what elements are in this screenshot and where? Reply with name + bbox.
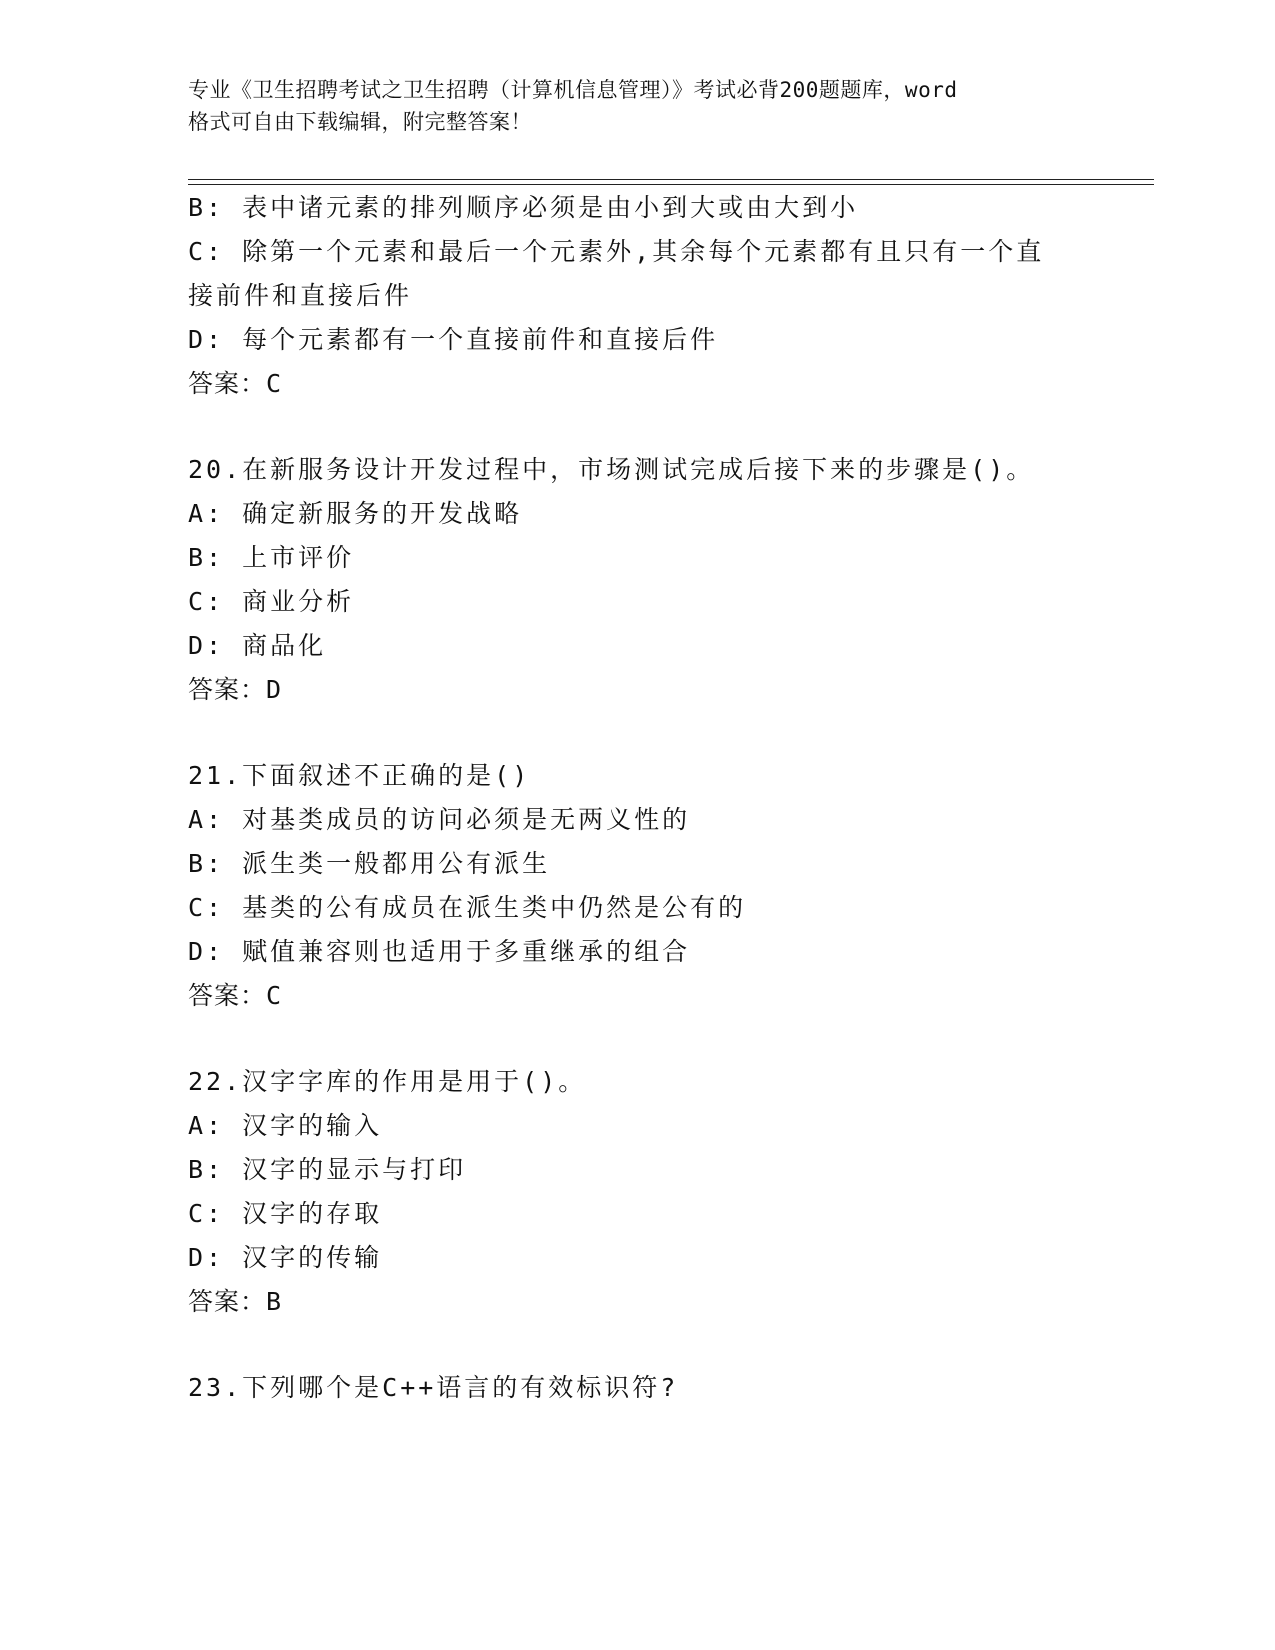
q19-answer: 答案：C — [188, 369, 283, 398]
q19-option-c-line-1: C: 除第一个元素和最后一个元素外,其余每个元素都有且只有一个直 — [188, 237, 1045, 266]
q21-question: 21.下面叙述不正确的是() — [188, 761, 531, 790]
q20-option-a: A: 确定新服务的开发战略 — [188, 499, 523, 528]
q22-question: 22.汉字字库的作用是用于()。 — [188, 1067, 587, 1096]
q20-option-d: D: 商品化 — [188, 631, 327, 660]
q21-option-c: C: 基类的公有成员在派生类中仍然是公有的 — [188, 893, 747, 922]
header-title-line-1: 专业《卫生招聘考试之卫生招聘（计算机信息管理）》考试必背200题题库，word — [188, 78, 958, 102]
q22-option-d: D: 汉字的传输 — [188, 1243, 383, 1272]
header-divider-top — [188, 179, 1154, 180]
header-divider-bottom — [188, 184, 1154, 185]
q22-answer: 答案：B — [188, 1287, 283, 1316]
q19-option-c-line-2: 接前件和直接后件 — [188, 281, 413, 310]
q23-question: 23.下列哪个是C++语言的有效标识符? — [188, 1373, 679, 1402]
q20-option-b: B: 上市评价 — [188, 543, 355, 572]
q22-option-b: B: 汉字的显示与打印 — [188, 1155, 467, 1184]
q20-question: 20.在新服务设计开发过程中，市场测试完成后接下来的步骤是()。 — [188, 455, 1035, 484]
q21-option-b: B: 派生类一般都用公有派生 — [188, 849, 551, 878]
q20-option-c: C: 商业分析 — [188, 587, 355, 616]
document-header — [188, 74, 1088, 138]
q22-option-a: A: 汉字的输入 — [188, 1111, 383, 1140]
q19-option-d: D: 每个元素都有一个直接前件和直接后件 — [188, 325, 719, 354]
q21-option-d: D: 赋值兼容则也适用于多重继承的组合 — [188, 937, 691, 966]
q22-option-c: C: 汉字的存取 — [188, 1199, 383, 1228]
q21-answer: 答案：C — [188, 981, 283, 1010]
q20-answer: 答案：D — [188, 675, 283, 704]
q21-option-a: A: 对基类成员的访问必须是无两义性的 — [188, 805, 691, 834]
header-title-line-2: 格式可自由下载编辑，附完整答案！ — [188, 110, 532, 134]
q19-option-b: B: 表中诸元素的排列顺序必须是由小到大或由大到小 — [188, 193, 859, 222]
